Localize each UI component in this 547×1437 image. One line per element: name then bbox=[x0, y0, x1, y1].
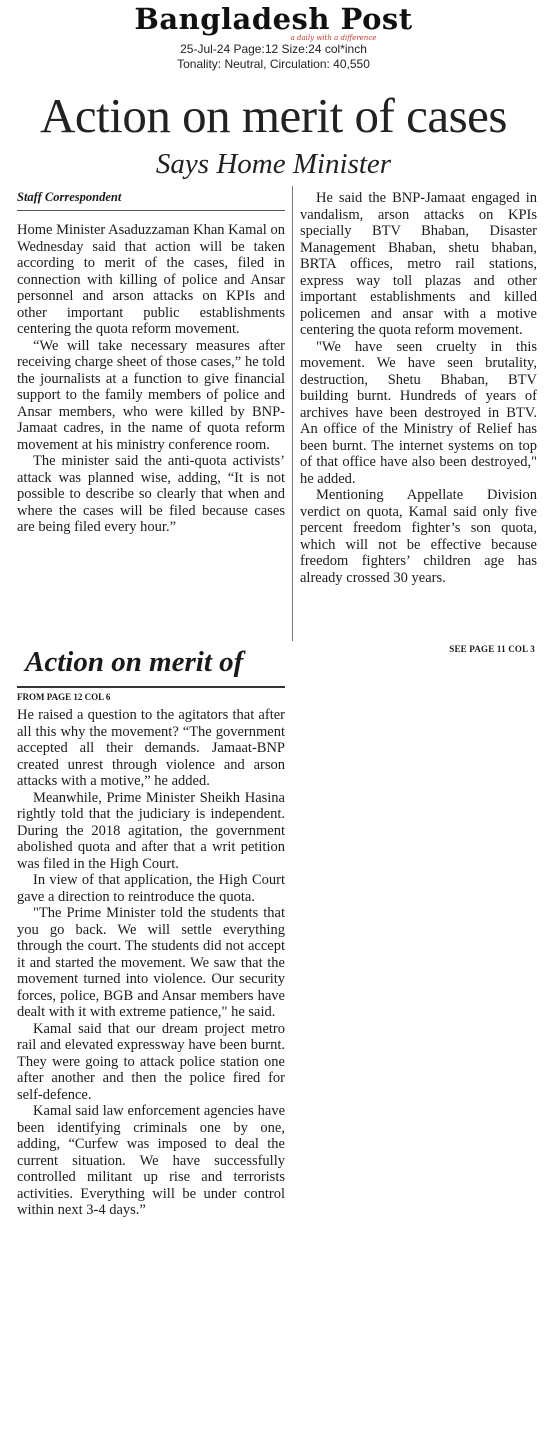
article-paragraph: "The Prime Minister told the students that you go back. We will settle everything through the court. The students did not accept it and started the movement. We saw that the movement turned into violence. Our security forces, police, BGB and Ansar members have dealt with it with extreme patience," he said. bbox=[17, 905, 285, 1020]
clipping-meta-date-page: 25-Jul-24 Page:12 Size:24 col*inch bbox=[180, 42, 367, 56]
article-subhead: Says Home Minister bbox=[155, 148, 392, 180]
article-column-left bbox=[17, 222, 285, 536]
article-paragraph: He said the BNP-Jamaat engaged in vandalism, arson attacks on KPIs specially BTV Bhaban, Disaster Management Bhaban, shetu bhaban, BRTA offices, metro rail stations, express way toll plazas and other important establishments and killed policemen and ansar with a motive centering the quota reform movement. bbox=[300, 190, 537, 338]
article-paragraph: Meanwhile, Prime Minister Sheikh Hasina rightly told that the judiciary is independent. During the 2018 agitation, the government abolished quota and after that a writ petition was filed in the High Court. bbox=[17, 789, 285, 872]
masthead bbox=[0, 2, 547, 72]
article-paragraph: In view of that application, the High Court gave a direction to reintroduce the quota. bbox=[17, 872, 285, 905]
article-paragraph: He raised a question to the agitators that after all this why the movement? “The government accepted all their demands. Jamaat-BNP created unrest through violence and arson attacks with a motive,” he added. bbox=[17, 707, 285, 789]
article-paragraph: Kamal said that our dream project metro rail and elevated expressway have been burnt. They were going to attack police station one after another and then the police fired for self-defence. bbox=[17, 1020, 285, 1103]
article-paragraph: “We will take necessary measures after receiving charge sheet of those cases,” he told the journalists at a function to give financial support to the family members of police and Ansar members, who were killed by BNP-Jamaat cadres, in the name of quota reform movement at his ministry conference room. bbox=[17, 337, 285, 453]
continuation-column bbox=[17, 707, 285, 1219]
column-divider bbox=[292, 186, 293, 641]
article-paragraph: "We have seen cruelty in this movement. We have seen brutality, destruction, Shetu Bhaban, BTV building burnt. Hundreds of years of archives have been destroyed in BTV. An office of the Ministry of Relief has been burnt. The internet systems on top of that office have also been destroyed," he added. bbox=[300, 338, 537, 487]
clipping-meta-tonality: Tonality: Neutral, Circulation: 40,550 bbox=[177, 57, 370, 71]
article-paragraph: The minister said the anti-quota activists’ attack was planned wise, adding, “It is not possible to describe so clearly that when and where the cases will be filed because cases are being filed every hour.” bbox=[17, 453, 285, 535]
article-headline: Action on merit of cases bbox=[40, 88, 507, 143]
continuation-from-reference: FROM PAGE 12 COL 6 bbox=[17, 692, 111, 702]
article-column-right bbox=[300, 190, 537, 586]
byline: Staff Correspondent bbox=[17, 190, 122, 204]
continuation-rule bbox=[17, 686, 285, 688]
article-paragraph: Mentioning Appellate Division verdict on quota, Kamal said only five percent freedom fighter’s son quota, which will not be effective because freedom fighters’ children age has already crossed 30 years. bbox=[300, 487, 537, 586]
continuation-headline: Action on merit of bbox=[25, 646, 244, 678]
article-paragraph: Kamal said law enforcement agencies have been identifying criminals one by one, adding, “Curfew was imposed to deal the current situation. We have successfully controlled militant up rise and terrorists activities. Everything will be under control within next 3-4 days.” bbox=[17, 1103, 285, 1218]
article-paragraph: Home Minister Asaduzzaman Khan Kamal on Wednesday said that action will be taken according to merit of the cases, filed in connection with killing of police and Ansar personnel and arson attacks on KPIs and other important public establishments centering the quota reform movement. bbox=[17, 222, 285, 337]
newspaper-tagline: a daily with a difference bbox=[290, 34, 377, 42]
newspaper-logo: Bangladesh Post bbox=[134, 2, 413, 36]
jump-reference: SEE PAGE 11 COL 3 bbox=[449, 644, 535, 654]
byline-rule bbox=[17, 210, 285, 211]
